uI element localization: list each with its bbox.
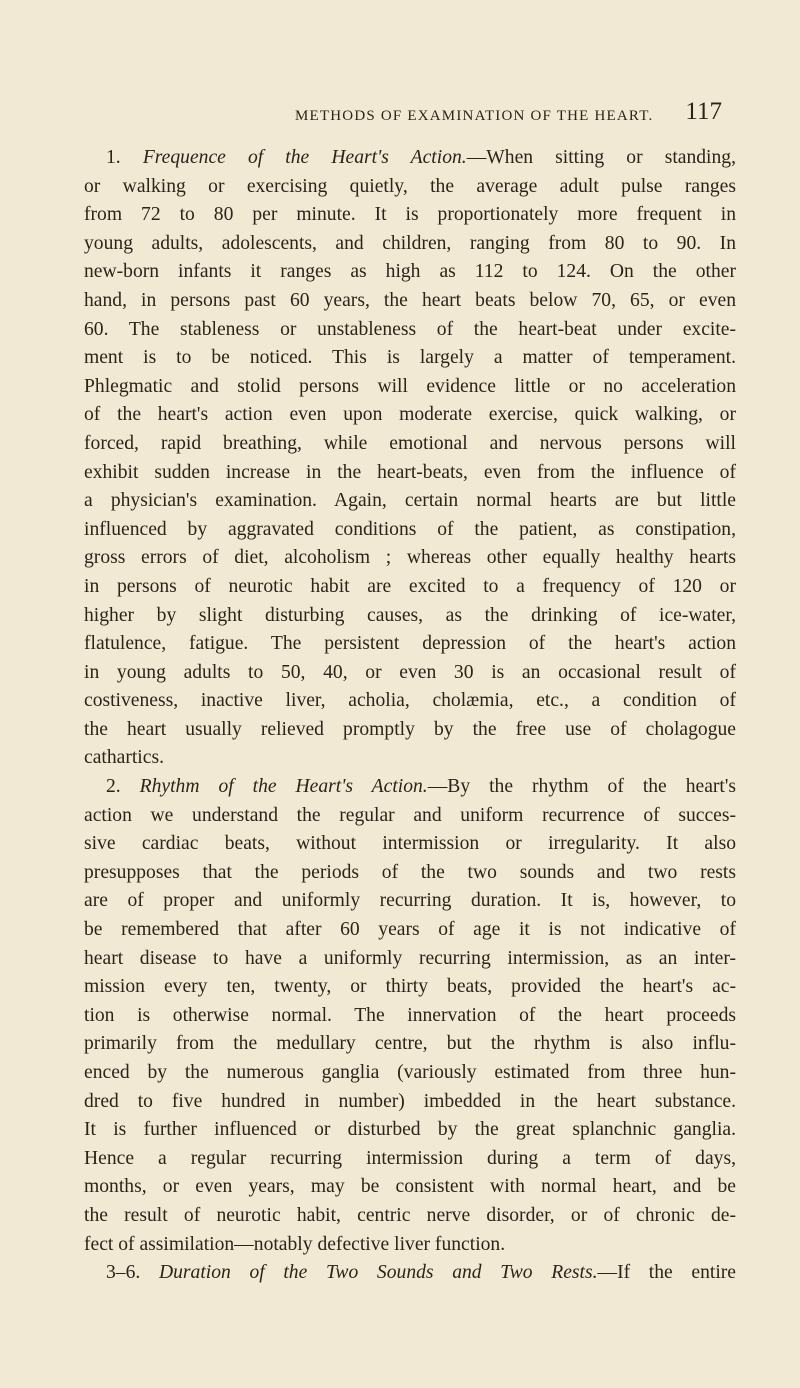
line-text: flatulence, fatigue. The persistent depression of the heart's action xyxy=(84,633,736,655)
line-text: action we understand the regular and uniform recurrence of succes- xyxy=(84,804,736,826)
text-line xyxy=(84,1030,736,1059)
text-line xyxy=(84,1231,736,1260)
section-first-line xyxy=(84,144,736,173)
line-text: Hence a regular recurring intermission during a term of days, xyxy=(84,1147,736,1169)
text-line xyxy=(84,659,736,688)
section-heading: Frequence of the Heart's Action. xyxy=(142,147,467,168)
line-text: hand, in persons past 60 years, the heart beats below 70, 65, or even xyxy=(84,289,736,311)
text-line xyxy=(84,859,736,888)
text-line xyxy=(84,316,736,345)
text-line xyxy=(84,916,736,945)
line-text: exhibit sudden increase in the heart-beats, even from the influence of xyxy=(84,461,736,483)
running-head: METHODS OF EXAMINATION OF THE HEART. xyxy=(295,108,654,124)
text-line xyxy=(84,373,736,402)
section-number: 2. xyxy=(106,776,140,798)
line-text: dred to five hundred in number) imbedded in the heart substance. xyxy=(84,1090,736,1112)
text-line xyxy=(84,573,736,602)
line-text: mission every ten, twenty, or thirty beats, provided the heart's ac- xyxy=(84,976,736,998)
text-line xyxy=(84,459,736,488)
line-text: Phlegmatic and stolid persons will evidence little or no acceleration xyxy=(84,375,736,397)
line-text: heart disease to have a uniformly recurring intermission, as an inter- xyxy=(84,947,736,969)
line-text: influenced by aggravated conditions of the patient, as constipation, xyxy=(84,518,736,540)
line-text: young adults, adolescents, and children, ranging from 80 to 90. In xyxy=(84,232,736,254)
line-text: It is further influenced or disturbed by the great splanchnic ganglia. xyxy=(84,1119,736,1141)
section-number: 3–6. xyxy=(106,1262,159,1284)
line-text: enced by the numerous ganglia (variously estimated from three hun- xyxy=(84,1062,736,1083)
text-line xyxy=(84,716,736,745)
section-heading: Duration of the Two Sounds and Two Rests. xyxy=(158,1262,598,1284)
line-text: forced, rapid breathing, while emotional and nervous persons will xyxy=(84,432,736,454)
text-line xyxy=(84,230,736,259)
text-line xyxy=(84,687,736,716)
line-text: tion is otherwise normal. The innervation of the heart proceeds xyxy=(84,1004,736,1026)
text-line xyxy=(84,344,736,373)
line-text: gross errors of diet, alcoholism ; whereas other equally healthy hearts xyxy=(84,547,736,569)
line-text: higher by slight disturbing causes, as the drinking of ice-water, xyxy=(84,604,736,626)
text-line xyxy=(84,973,736,1002)
text-line xyxy=(84,258,736,287)
text-line xyxy=(84,1002,736,1031)
text-line xyxy=(84,887,736,916)
line-text: cathartics. xyxy=(84,747,164,769)
line-text: months, or even years, may be consistent with normal heart, and be xyxy=(84,1176,736,1198)
text-line xyxy=(84,802,736,831)
line-text: in persons of neurotic habit are excited to a frequency of 120 or xyxy=(84,575,736,597)
text-line xyxy=(84,1202,736,1231)
body-text xyxy=(84,144,736,1288)
line-text: be remembered that after 60 years of age it is not indicative of xyxy=(84,919,736,941)
line-text: primarily from the medullary centre, but the rhythm is also influ- xyxy=(84,1033,736,1055)
section-first-line xyxy=(84,1259,736,1288)
line-text: in young adults to 50, 40, or even 30 is an occasional result of xyxy=(84,661,736,683)
text-line xyxy=(84,544,736,573)
line-text: 60. The stableness or unstableness of the heart-beat under excite- xyxy=(84,318,736,340)
text-line xyxy=(84,201,736,230)
line-text: costiveness, inactive liver, acholia, cholæmia, etc., a condition of xyxy=(84,690,736,712)
text-line xyxy=(84,830,736,859)
text-line xyxy=(84,1059,736,1088)
line-text: ment is to be noticed. This is largely a matter of temperament. xyxy=(84,347,736,369)
text-line xyxy=(84,516,736,545)
line-text: presupposes that the periods of the two sounds and two rests xyxy=(84,861,736,883)
line-text: fect of assimilation—notably defective liver function. xyxy=(84,1233,506,1255)
line-text: new-born infants it ranges as high as 112 to 124. On the other xyxy=(84,261,736,283)
text-line xyxy=(84,1088,736,1117)
text-line xyxy=(84,630,736,659)
line-text: —By the rhythm of the heart's xyxy=(427,776,737,798)
line-text: or walking or exercising quietly, the average adult pulse ranges xyxy=(84,175,736,197)
line-text: sive cardiac beats, without intermission or irregularity. It also xyxy=(84,833,736,855)
text-line xyxy=(84,287,736,316)
text-line xyxy=(84,602,736,631)
line-text: —When sitting or standing, xyxy=(466,147,736,168)
text-line xyxy=(84,1173,736,1202)
text-line xyxy=(84,744,736,773)
line-text: of the heart's action even upon moderate exercise, quick walking, or xyxy=(84,404,736,426)
line-text: the heart usually relieved promptly by the free use of cholagogue xyxy=(84,718,736,740)
line-text: are of proper and uniformly recurring duration. It is, however, to xyxy=(84,890,736,912)
page-number: 117 xyxy=(685,98,722,125)
section-heading: Rhythm of the Heart's Action. xyxy=(139,776,428,798)
text-line xyxy=(84,173,736,202)
text-line xyxy=(84,1116,736,1145)
line-text: —If the entire xyxy=(597,1262,736,1284)
text-line xyxy=(84,487,736,516)
section-number: 1. xyxy=(106,147,143,168)
text-line xyxy=(84,430,736,459)
line-text: from 72 to 80 per minute. It is proportionately more frequent in xyxy=(84,204,736,226)
text-line xyxy=(84,1145,736,1174)
text-line xyxy=(84,945,736,974)
text-line xyxy=(84,401,736,430)
section-first-line xyxy=(84,773,736,802)
line-text: a physician's examination. Again, certain normal hearts are but little xyxy=(84,490,736,512)
line-text: the result of neurotic habit, centric nerve disorder, or of chronic de- xyxy=(84,1204,736,1226)
